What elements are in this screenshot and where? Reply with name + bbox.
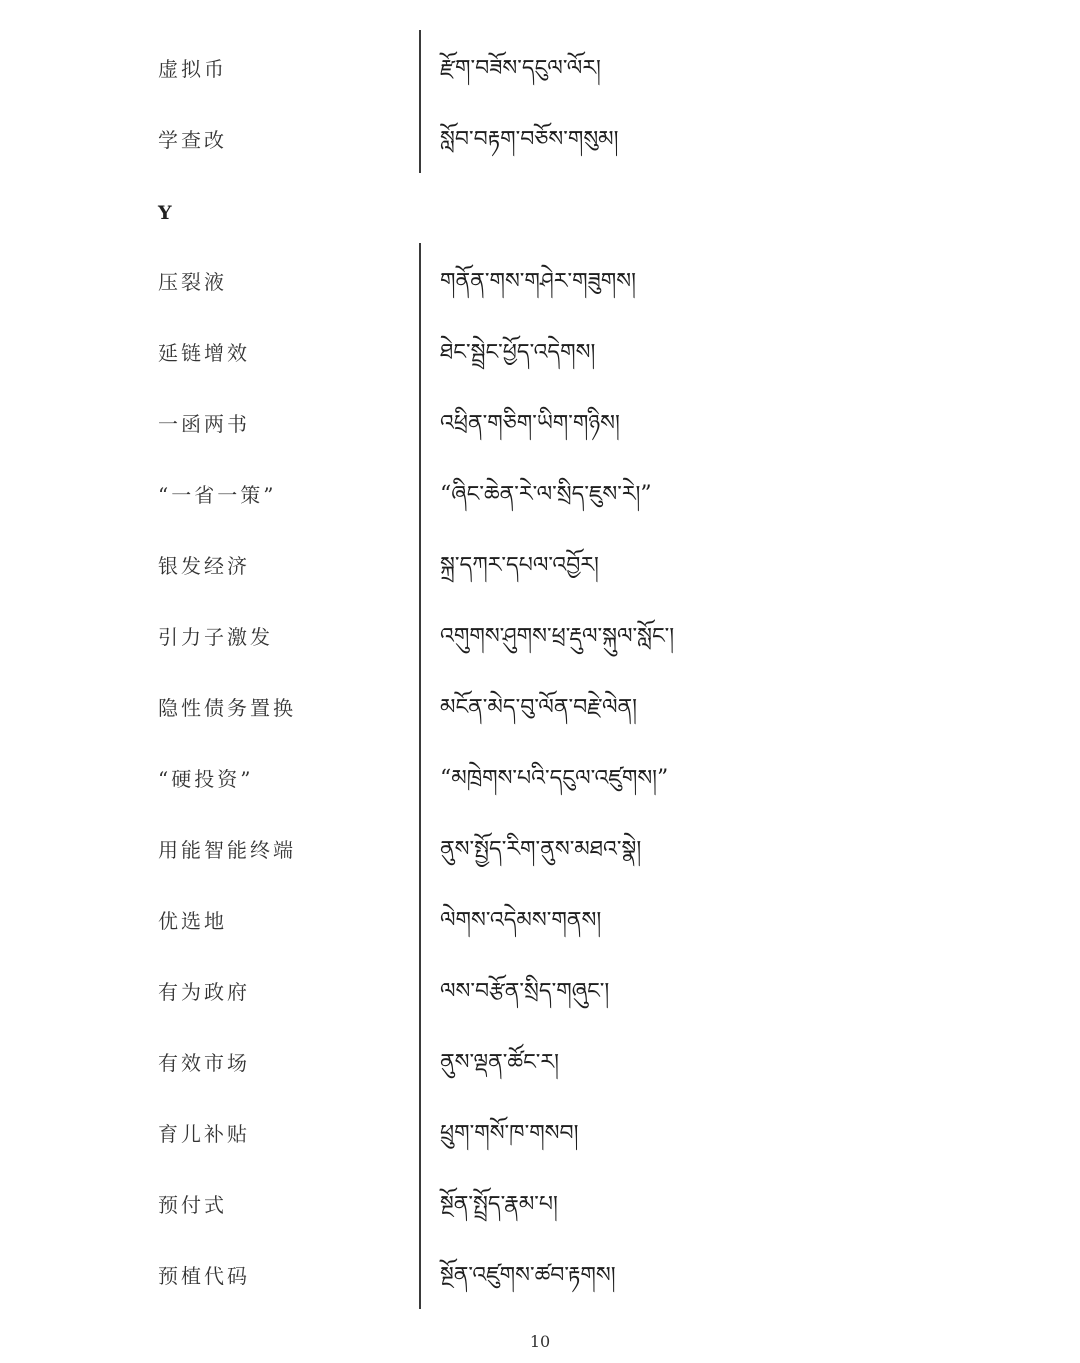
tibetan-term: “ཞིང་ཆེན་རེ་ལ་སྲིད་ཇུས་རེ།” [440,482,652,507]
glossary-row [0,830,1080,870]
chinese-term: 育儿补贴 [158,1122,250,1146]
glossary-row [0,1185,1080,1225]
tibetan-term: སྔོན་སྤྲོད་རྣམ་པ། [440,1192,558,1217]
glossary-row [0,972,1080,1012]
glossary-row [0,1043,1080,1083]
chinese-term: “硬投资” [158,767,254,791]
glossary-row [0,49,1080,89]
tibetan-term: སྐྲ་དཀར་དཔལ་འབྱོར། [440,553,599,578]
tibetan-term: ནུས་ལྡན་ཚོང་ར། [440,1050,559,1075]
chinese-term: 优选地 [158,909,227,933]
tibetan-term: རྫོག་བཟོས་དངུལ་ལོར། [440,56,601,81]
glossary-row [0,901,1080,941]
glossary-row [0,617,1080,657]
tibetan-term: སློབ་བརྟག་བཅོས་གསུམ། [440,127,619,152]
glossary-row [0,404,1080,444]
chinese-term: 预植代码 [158,1264,250,1288]
tibetan-term: ཕྲུག་གསོ་ཁ་གསབ། [440,1121,579,1146]
glossary-row [0,759,1080,799]
tibetan-term: “མཁྲེགས་པའི་དངུལ་འཛུགས།” [440,766,669,791]
chinese-term: 有为政府 [158,980,250,1004]
chinese-term: 预付式 [158,1193,227,1217]
tibetan-term: མངོན་མེད་བུ་ལོན་བརྗེ་ལེན། [440,695,638,720]
page-number: 10 [529,1332,551,1351]
glossary-row [0,688,1080,728]
tibetan-term: སྔོན་འཛུགས་ཚབ་རྟགས། [440,1263,616,1288]
chinese-term: 有效市场 [158,1051,250,1075]
tibetan-term: གནོན་གས་གཤེར་གཟུགས། [440,269,637,294]
glossary-row [0,475,1080,515]
section-letter-heading: Y [158,202,172,224]
glossary-row [0,1114,1080,1154]
glossary-row [0,262,1080,302]
chinese-term: 一函两书 [158,412,250,436]
tibetan-term: ལས་བརྩོན་སྲིད་གཞུང་། [440,979,610,1004]
chinese-term: 虚拟币 [158,57,227,81]
chinese-term: 银发经济 [158,554,250,578]
chinese-term: “一省一策” [158,483,277,507]
tibetan-term: ཐེང་སྦྲེང་ཕྱོད་འདེགས། [440,340,596,365]
glossary-row [0,1256,1080,1296]
tibetan-term: ལེགས་འདེམས་གནས། [440,908,602,933]
glossary-row [0,333,1080,373]
chinese-term: 延链增效 [158,341,250,365]
chinese-term: 压裂液 [158,270,227,294]
chinese-term: 引力子激发 [158,625,273,649]
chinese-term: 隐性债务置换 [158,696,296,720]
glossary-row [0,120,1080,160]
tibetan-term: ནུས་སྤྱོད་རིག་ནུས་མཐའ་སྣེ། [440,837,642,862]
chinese-term: 学查改 [158,128,227,152]
tibetan-term: འགུགས་ཤུགས་ཕྲ་རྡུལ་སྐུལ་སློང་། [440,624,675,649]
glossary-row [0,546,1080,586]
chinese-term: 用能智能终端 [158,838,296,862]
tibetan-term: འཕྲིན་གཅིག་ཡིག་གཉིས། [440,411,620,436]
